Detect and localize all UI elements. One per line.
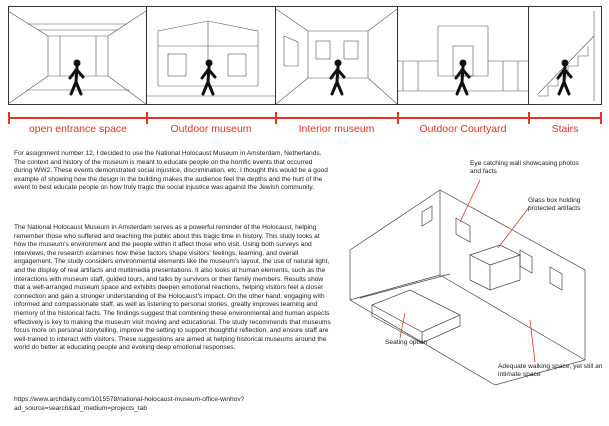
- timeline-line: [8, 117, 602, 119]
- annotation-wall: Eye catching wall showcasing photos and facts: [470, 160, 579, 176]
- label-outdoor-courtyard: Outdoor Courtyard: [419, 123, 507, 135]
- room-diagram: [330, 150, 605, 390]
- source-link[interactable]: https://www.archdaily.com/1015578/national-holocaust-museum-office-winhov?ad_source=search&ad_medium=projects_tab: [14, 396, 245, 412]
- annotation-seating: Seating option: [385, 339, 428, 346]
- timeline-tick: [600, 112, 602, 124]
- timeline-tick: [8, 112, 10, 124]
- label-entrance: open entrance space: [28, 123, 128, 135]
- timeline-tick: [397, 112, 399, 124]
- label-stairs: Stairs: [551, 123, 579, 135]
- label-interior-museum: Interior museum: [298, 123, 375, 135]
- annotation-glass-box: Glass box holding protected artifacts: [528, 197, 581, 213]
- timeline-tick: [146, 112, 148, 124]
- storyboard-strip: [8, 6, 602, 106]
- timeline-tick: [275, 112, 277, 124]
- label-outdoor-museum: Outdoor museum: [170, 123, 252, 135]
- panel-frame: [529, 7, 602, 105]
- intro-paragraph: For assignment number 12, I decided to use the National Holocaust Museum in Amsterdam, Netherlands. The context and history of the museum is meant to educate people on the horrific events that occurred during WW2. These events demonstrated social injustice, discrimination, etc. I thought this would be a good example of showing how the design in the building makes the audience feel the depths and the hurt of the event to best educate people on how truly tragic the social injustice was against the Jewish community.: [14, 150, 328, 192]
- panel-frame: [398, 7, 529, 105]
- study-paragraph: The National Holocaust Museum in Amsterdam serves as a powerful reminder of the Holocaust, helping remember those who suffered and teaching the public about this tragic time in history. This study looks at how the museum's environment and the people within it affect those who visit. Using both surveys and interviews, the research examines how these factors shape visitors' feelings, learning, and overall engagement. The study considers environmental elements like the museum's layout, the use of natural light, and the display of real artifacts and multimedia presentations. It also looks at human elements, such as the interactions with museum staff, guided tours, and talks by survivors or their family members. Results show that a well-arranged museum space and exhibits deepen emotional reactions, helping visitors feel a closer connection and gain a stronger understanding of the Holocaust's impact. On the other hand, engaging with informed and compassionate staff, as well as listening to personal stories, greatly improves learning and memory of the historical facts. The findings suggest that combining these environmental and human aspects effectively is key to making the museum visit moving and educational. The study recommends that museums focus more on personal storytelling, improve the setting to support thoughtful reflection, and ensure staff are well-trained to interact with visitors. These suggestions are aimed at helping historical museums around the world do better at educating people and evoking deep emotional responses.: [14, 224, 331, 352]
- annotation-walking-space: Adequate walking space, yet still an intimate space: [498, 363, 603, 379]
- timeline-tick: [528, 112, 530, 124]
